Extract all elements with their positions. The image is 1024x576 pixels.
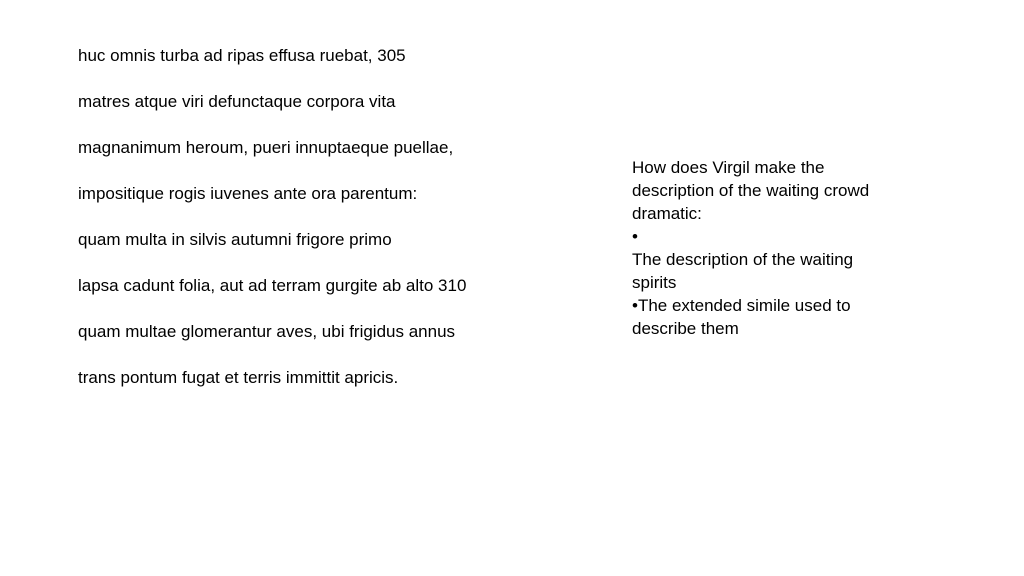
- poem-line-7: quam multae glomerantur aves, ubi frigidus annus: [78, 322, 456, 341]
- poem-line-3: magnanimum heroum, pueri innuptaeque puellae,: [78, 138, 454, 157]
- question-panel: [632, 156, 872, 340]
- empty-bullet: •: [632, 227, 638, 246]
- poem-line-5: quam multa in silvis autumni frigore primo: [78, 230, 392, 249]
- poem-line-8: trans pontum fugat et terris immittit apricis.: [78, 368, 399, 387]
- point-waiting-spirits: The description of the waiting spirits: [632, 250, 854, 292]
- poem-line-6: lapsa cadunt folia, aut ad terram gurgite ab alto 310: [78, 276, 467, 295]
- question-heading: How does Virgil make the description of the waiting crowd dramatic:: [632, 158, 870, 223]
- poem-line-2: matres atque viri defunctaque corpora vita: [78, 92, 396, 111]
- point-extended-simile: •The extended simile used to describe them: [632, 296, 851, 338]
- poem-line-4: impositique rogis iuvenes ante ora parentum:: [78, 184, 418, 203]
- latin-passage: [78, 44, 518, 412]
- poem-line-1: huc omnis turba ad ripas effusa ruebat, 305: [78, 46, 406, 65]
